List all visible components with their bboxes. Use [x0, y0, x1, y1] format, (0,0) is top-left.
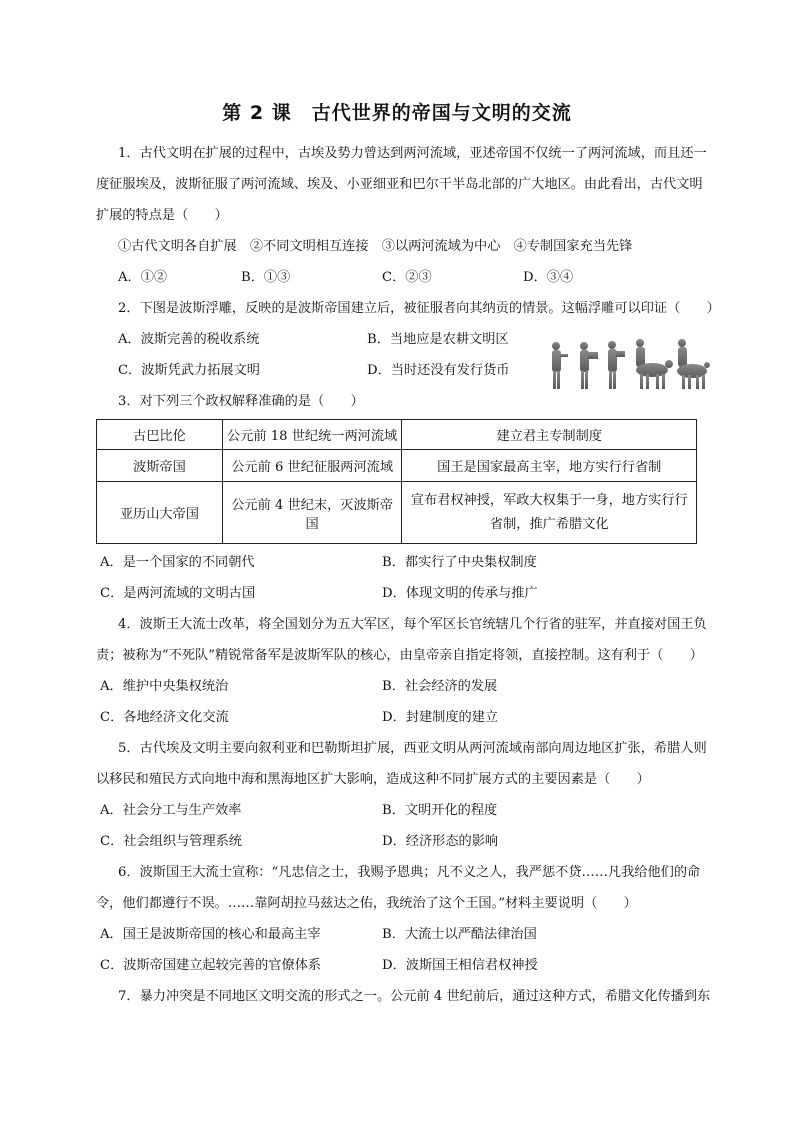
q6-option-a[interactable]: A．国王是波斯帝国的核心和最高主宰	[100, 927, 321, 942]
q2-option-c[interactable]: C．波斯凭武力拓展文明	[118, 363, 260, 378]
relief-figure-1	[552, 342, 568, 389]
q5-option-d[interactable]: D．经济形态的影响	[382, 834, 499, 849]
relief-figure-4	[636, 339, 673, 389]
q3-table	[96, 419, 697, 544]
q1-items: ①古代文明各自扩展 ②不同文明相互连接 ③以两河流域为中心 ④专制国家充当先锋	[118, 239, 633, 254]
table-cell: 公元前 18 世纪统一两河流域	[222, 420, 402, 450]
q6-option-d[interactable]: D．波斯国王相信君权神授	[382, 958, 538, 973]
q4-option-b[interactable]: B．社会经济的发展	[382, 679, 498, 694]
q2-option-d[interactable]: D．当时还没有发行货币	[367, 363, 510, 378]
q3-option-b[interactable]: B．都实行了中央集权制度	[382, 555, 537, 570]
table-row	[97, 420, 697, 450]
q5-option-a[interactable]: A．社会分工与生产效率	[100, 803, 242, 818]
table-row	[97, 450, 697, 482]
q4-option-d[interactable]: D．封建制度的建立	[382, 710, 499, 725]
relief-figure-2	[580, 342, 598, 389]
q1-option-d[interactable]: D．③④	[523, 270, 574, 285]
q7-line-1: 7．暴力冲突是不同地区文明交流的形式之一。公元前 4 世纪前后，通过这种方式，希腊文化传播到东	[118, 989, 711, 1004]
q4-option-a[interactable]: A．维护中央集权统治	[100, 679, 229, 694]
q4-line-2: 责；被称为“不死队”精锐常备军是波斯军队的核心，由皇帝亲自指定将领，直接控制。这有利于（ ）	[96, 648, 703, 663]
q6-option-c[interactable]: C．波斯帝国建立起较完善的官僚体系	[100, 958, 322, 973]
q1-line-1: 1．古代文明在扩展的过程中，古埃及势力曾达到两河流域，亚述帝国不仅统一了两河流域，而且还一	[118, 146, 707, 161]
table-cell: 波斯帝国	[97, 450, 223, 482]
q1-option-c[interactable]: C．②③	[382, 270, 432, 285]
persian-relief-image	[542, 334, 710, 392]
q1-line-2: 度征服埃及，波斯征服了两河流域、埃及、小亚细亚和巴尔干半岛北部的广大地区。由此看出，古代文明	[96, 177, 703, 192]
table-cell: 古巴比伦	[97, 420, 223, 450]
table-cell: 公元前 4 世纪末，灭波斯帝国	[222, 482, 402, 544]
q5-option-c[interactable]: C．社会组织与管理系统	[100, 834, 242, 849]
q4-line-1: 4．波斯王大流士改革，将全国划分为五大军区，每个军区长官统辖几个行省的驻军，并直接对国王负	[118, 617, 707, 632]
q5-option-b[interactable]: B．文明开化的程度	[382, 803, 498, 818]
q6-line-2: 令，他们都遵行不误。……靠阿胡拉马兹达之佑，我统治了这个王国。”材料主要说明（ ）	[96, 896, 637, 911]
q5-line-1: 5．古代埃及文明主要向叙利亚和巴勒斯坦扩展，西亚文明从两河流域南部向周边地区扩张，希腊人则	[118, 741, 707, 756]
q3-option-c[interactable]: C．是两河流域的文明古国	[100, 586, 256, 601]
q4-option-c[interactable]: C．各地经济文化交流	[100, 710, 229, 725]
table-cell: 公元前 6 世纪征服两河流域	[222, 450, 402, 482]
table-row	[97, 482, 697, 544]
q2-option-b[interactable]: B．当地应是农耕文明区	[367, 332, 509, 347]
table-cell: 国王是国家最高主宰，地方实行行省制	[402, 450, 697, 482]
table-cell: 亚历山大帝国	[97, 482, 223, 544]
q1-option-b[interactable]: B．①③	[241, 270, 291, 285]
table-cell: 宣布君权神授，军政大权集于一身，地方实行行省制，推广希腊文化	[402, 482, 697, 544]
table-cell: 建立君主专制制度	[402, 420, 697, 450]
q6-option-b[interactable]: B．大流士以严酷法律治国	[382, 927, 537, 942]
relief-figure-5	[677, 339, 710, 389]
q3-stem: 3．对下列三个政权解释准确的是（ ）	[118, 394, 364, 409]
page-title: 第 2 课 古代世界的帝国与文明的交流	[222, 102, 572, 124]
q3-option-a[interactable]: A．是一个国家的不同朝代	[100, 555, 255, 570]
q2-stem: 2．下图是波斯浮雕，反映的是波斯帝国建立后，被征服者向其纳贡的情景。这幅浮雕可以印证（ ）	[118, 301, 720, 316]
q1-option-a[interactable]: A．①②	[118, 270, 168, 285]
q1-line-3: 扩展的特点是（ ）	[96, 208, 228, 223]
q5-line-2: 以移民和殖民方式向地中海和黑海地区扩大影响，造成这种不同扩展方式的主要因素是（ ）	[96, 772, 650, 787]
relief-figure-3	[608, 341, 625, 389]
q2-option-a[interactable]: A．波斯完善的税收系统	[118, 332, 260, 347]
q6-line-1: 6．波斯国王大流士宣称：“凡忠信之士，我赐予恩典；凡不义之人，我严惩不贷……凡我给他们的命	[118, 865, 701, 880]
q3-option-d[interactable]: D．体现文明的传承与推广	[382, 586, 538, 601]
